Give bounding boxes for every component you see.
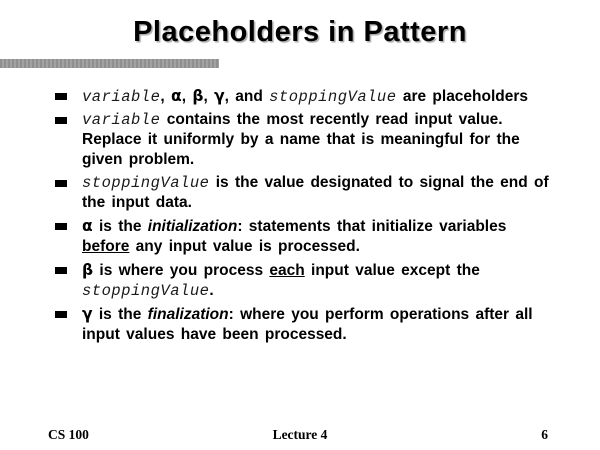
list-item	[55, 86, 557, 107]
text-segment-plain: .	[209, 282, 214, 299]
square-bullet-icon	[55, 93, 67, 100]
text-segment-plain: contains the most recently read input value. Replace it uniformly by a name that is meaningful for the given problem.	[82, 111, 520, 168]
text-segment-plain: ,	[203, 88, 215, 105]
text-segment-mono: stoppingValue	[269, 88, 397, 106]
text-segment-plain: are placeholders	[396, 88, 529, 105]
list-item	[55, 216, 557, 257]
list-item	[55, 304, 557, 345]
text-segment-mono: stoppingValue	[82, 282, 210, 300]
text-segment-plain: is where you process	[93, 262, 270, 279]
bullet-list	[55, 86, 557, 348]
text-segment-greek: β	[192, 87, 204, 105]
list-item	[55, 260, 557, 301]
square-bullet-icon	[55, 180, 67, 187]
text-segment-underline: each	[269, 262, 305, 279]
text-segment-mono: stoppingValue	[82, 174, 210, 192]
square-bullet-icon	[55, 117, 67, 124]
text-segment-bolditalic: finalization	[147, 306, 229, 323]
title-underline-bar	[0, 59, 219, 68]
text-segment-mono: variable	[82, 88, 161, 106]
text-segment-plain: any input value is processed.	[129, 238, 360, 255]
text-segment-plain: is the value designated to signal the end of the input data.	[82, 174, 549, 211]
text-segment-greek: β	[82, 261, 94, 279]
text-segment-plain: ,	[181, 88, 193, 105]
text-segment-plain: : where you perform operations after all input values have been processed.	[82, 306, 533, 343]
text-segment-greek: γ	[214, 87, 225, 105]
footer-lecture-label: Lecture 4	[272, 427, 328, 442]
text-segment-plain: is the	[92, 306, 148, 323]
text-segment-greek: α	[171, 87, 182, 105]
list-item	[55, 110, 557, 170]
text-segment-bolditalic: initialization	[147, 218, 238, 235]
square-bullet-icon	[55, 267, 67, 274]
text-segment-mono: variable	[82, 111, 161, 129]
slide-title: Placeholders in Pattern	[133, 16, 467, 48]
text-segment-greek: γ	[82, 305, 93, 323]
text-segment-plain: ,	[160, 88, 172, 105]
footer-course-label: CS 100	[48, 427, 89, 442]
text-segment-plain: : statements that initialize variables	[237, 218, 507, 235]
text-segment-plain: , and	[224, 88, 270, 105]
footer-page-number: 6	[541, 427, 548, 442]
text-segment-plain: input value except the	[304, 262, 480, 279]
list-item	[55, 173, 557, 213]
text-segment-underline: before	[82, 238, 130, 255]
text-segment-plain: is the	[92, 218, 148, 235]
square-bullet-icon	[55, 311, 67, 318]
text-segment-greek: α	[82, 217, 93, 235]
square-bullet-icon	[55, 223, 67, 230]
